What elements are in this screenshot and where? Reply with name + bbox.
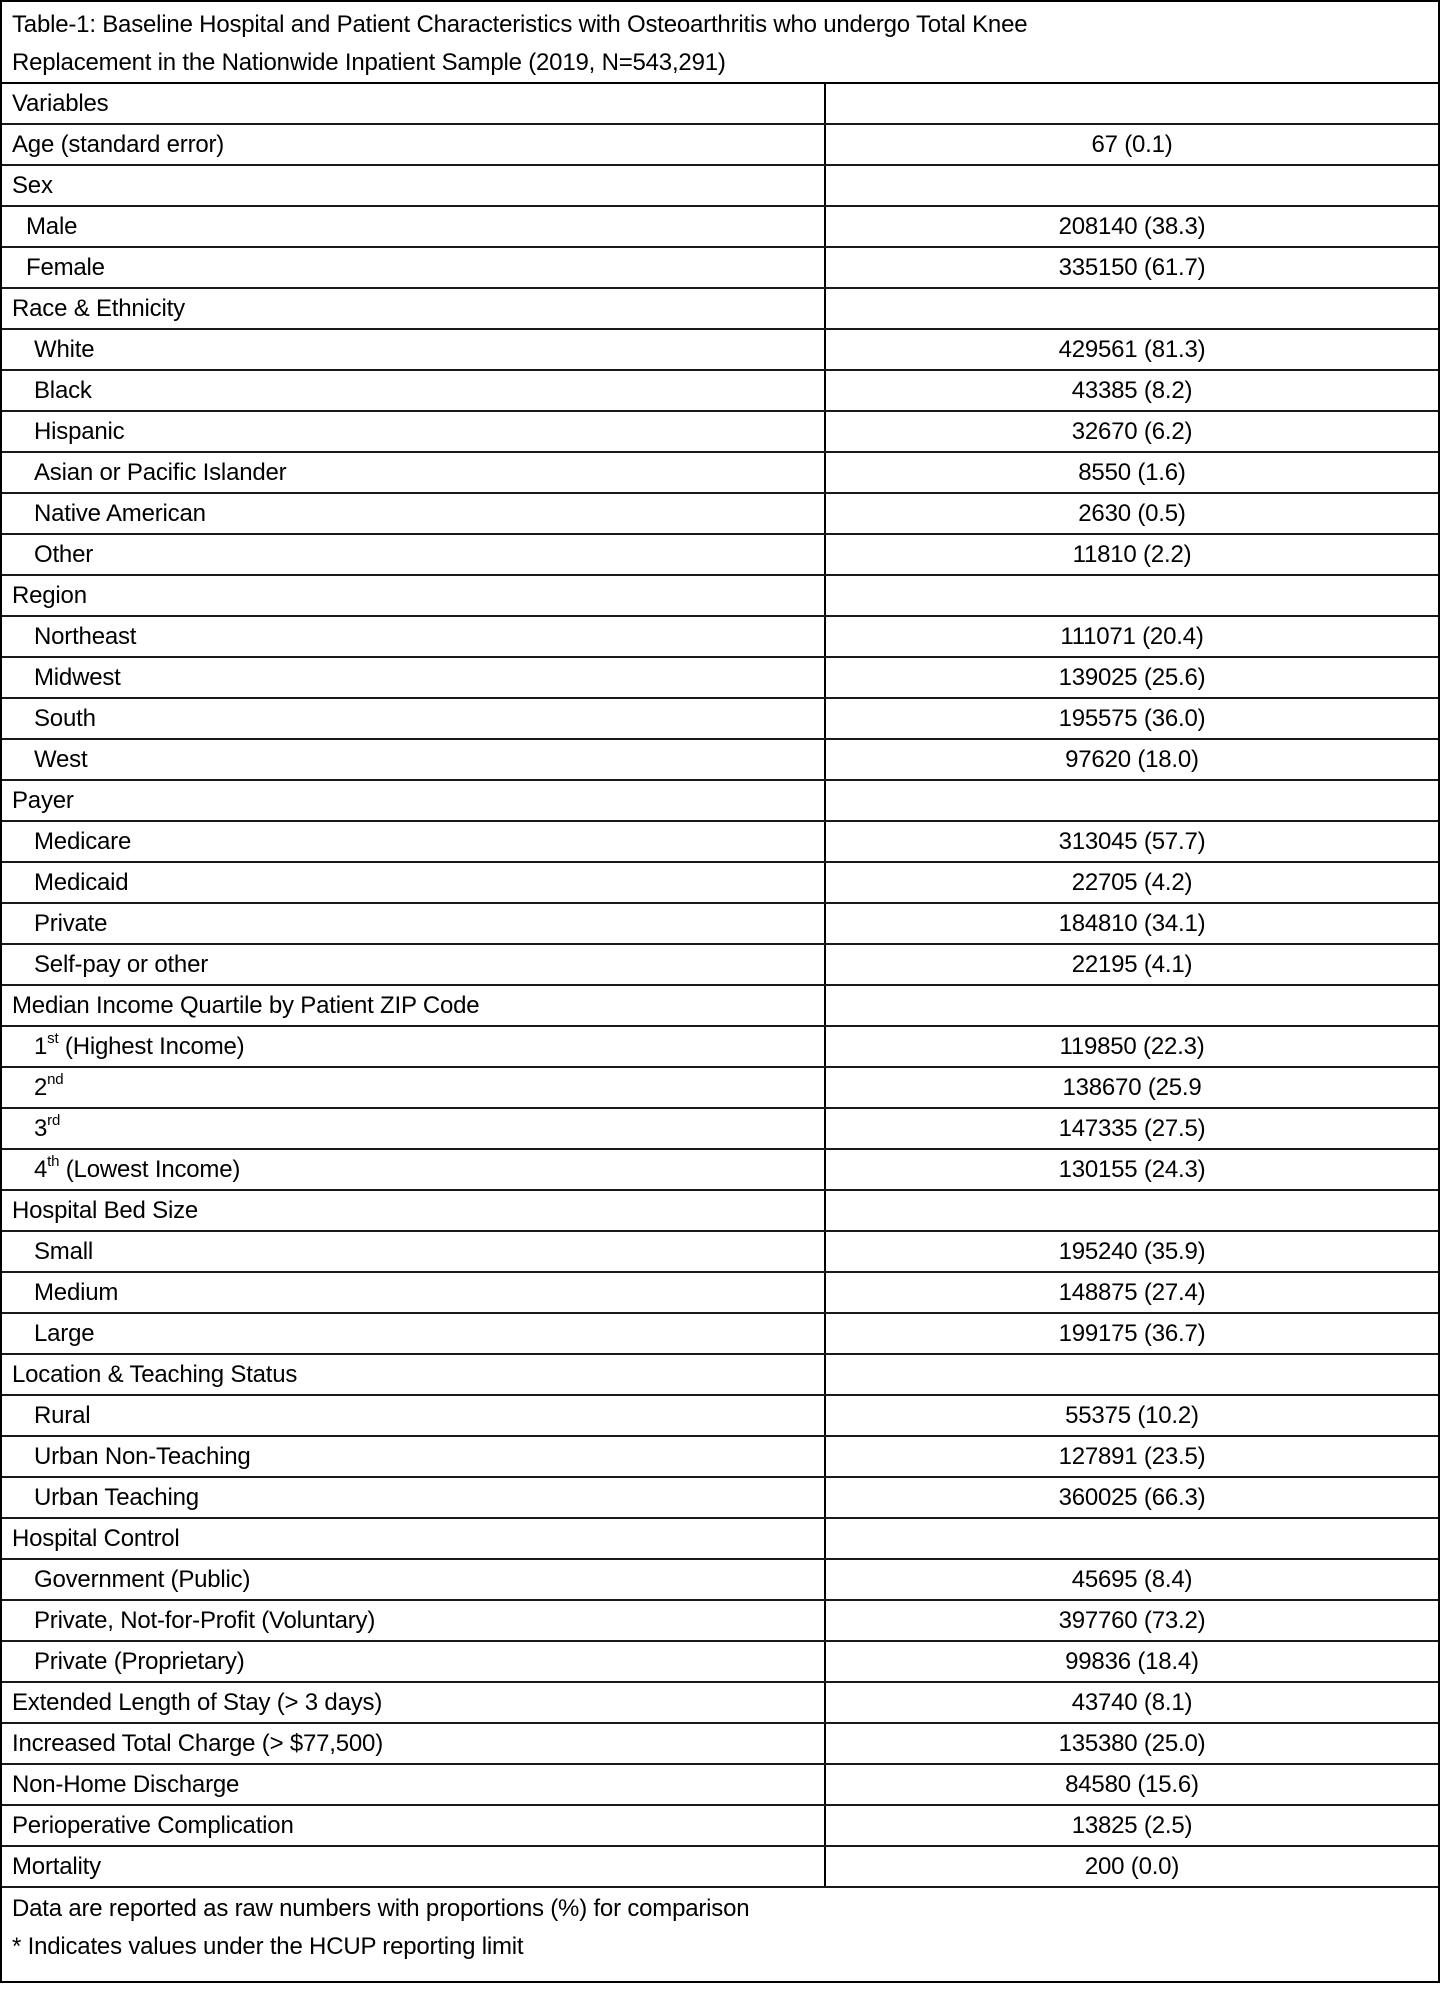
row-label-text: Large xyxy=(34,1320,95,1347)
table-row xyxy=(2,822,1438,863)
footer-note-proportions: Data are reported as raw numbers with proportions (%) for comparison xyxy=(12,1895,750,1922)
row-value xyxy=(826,986,1438,1025)
row-value: 22195 (4.1) xyxy=(1071,951,1193,978)
row-value: 195575 (36.0) xyxy=(1058,705,1206,732)
row-label xyxy=(2,658,826,697)
table-row xyxy=(2,658,1438,699)
row-label xyxy=(2,494,826,533)
row-value: 11810 (2.2) xyxy=(1072,541,1192,568)
row-value: 360025 (66.3) xyxy=(1058,1484,1206,1511)
row-label-text: Urban Teaching xyxy=(34,1484,199,1511)
row-label-text: Self-pay or other xyxy=(34,951,209,978)
row-label-text: Hospital Control xyxy=(12,1525,180,1552)
row-label xyxy=(2,412,826,451)
row-value: 147335 (27.5) xyxy=(1058,1115,1206,1142)
row-label xyxy=(2,781,826,820)
row-value: 45695 (8.4) xyxy=(1071,1566,1193,1593)
row-label xyxy=(2,1765,826,1804)
table-row xyxy=(2,412,1438,453)
row-label xyxy=(2,945,826,984)
table-row xyxy=(2,1478,1438,1519)
row-label xyxy=(2,1273,826,1312)
table-row xyxy=(2,945,1438,986)
row-value: 8550 (1.6) xyxy=(1078,459,1186,486)
row-value: 32670 (6.2) xyxy=(1071,418,1193,445)
row-label xyxy=(2,617,826,656)
row-value: 200 (0.0) xyxy=(1084,1853,1180,1880)
row-label-text: Private (Proprietary) xyxy=(34,1648,245,1675)
row-label-text: Payer xyxy=(12,787,74,814)
row-label xyxy=(2,371,826,410)
row-label xyxy=(2,453,826,492)
row-label xyxy=(2,1601,826,1640)
row-label xyxy=(2,1437,826,1476)
table-row xyxy=(2,1806,1438,1847)
row-label xyxy=(2,1806,826,1845)
row-value: 22705 (4.2) xyxy=(1071,869,1193,896)
row-label-text: Other xyxy=(34,541,94,568)
row-label-text: Hospital Bed Size xyxy=(12,1197,199,1224)
row-value: 313045 (57.7) xyxy=(1058,828,1206,855)
row-label xyxy=(2,1642,826,1681)
row-value: 195240 (35.9) xyxy=(1058,1238,1206,1265)
row-label-text: Private, Not-for-Profit (Voluntary) xyxy=(34,1607,376,1634)
row-label xyxy=(2,1109,826,1148)
row-label-text: Race & Ethnicity xyxy=(12,295,185,322)
row-label xyxy=(2,1396,826,1435)
row-label xyxy=(2,207,826,246)
row-value: 199175 (36.7) xyxy=(1058,1320,1206,1347)
table-header-row xyxy=(2,84,1438,125)
row-label xyxy=(2,1724,826,1763)
row-label-text: Private xyxy=(34,910,108,937)
table-title-line-2: Replacement in the Nationwide Inpatient Sample (2019, N=543,291) xyxy=(12,49,726,76)
table-row xyxy=(2,125,1438,166)
row-label-text: Sex xyxy=(12,172,53,199)
row-value: 97620 (18.0) xyxy=(1065,746,1199,773)
row-label-text: South xyxy=(34,705,96,732)
row-label xyxy=(2,1560,826,1599)
row-value: 429561 (81.3) xyxy=(1058,336,1206,363)
row-label-text: Median Income Quartile by Patient ZIP Code xyxy=(12,992,480,1019)
table-row xyxy=(2,1314,1438,1355)
table-row xyxy=(2,1068,1438,1109)
row-value: 43385 (8.2) xyxy=(1071,377,1193,404)
row-label-text: West xyxy=(34,746,88,773)
row-label-text: White xyxy=(34,336,95,363)
table-row xyxy=(2,1232,1438,1273)
table-row xyxy=(2,535,1438,576)
row-value: 138670 (25.9 xyxy=(1062,1074,1202,1101)
row-label-text: Female xyxy=(26,254,105,281)
table-row xyxy=(2,617,1438,658)
ordinal-suffix: th xyxy=(47,1153,60,1170)
table-row xyxy=(2,1765,1438,1806)
row-label-text: Medicare xyxy=(34,828,132,855)
row-label xyxy=(2,289,826,328)
row-label-text: 2 xyxy=(34,1074,48,1101)
row-label xyxy=(2,1150,826,1189)
row-label-text: Black xyxy=(34,377,92,404)
row-value: 139025 (25.6) xyxy=(1058,664,1206,691)
table-row xyxy=(2,1847,1438,1888)
row-label-text: Small xyxy=(34,1238,94,1265)
row-label-text: Medium xyxy=(34,1279,119,1306)
row-label xyxy=(2,535,826,574)
table-body xyxy=(2,125,1438,1888)
row-value: 397760 (73.2) xyxy=(1058,1607,1206,1634)
row-label-text: Age (standard error) xyxy=(12,131,225,158)
row-value xyxy=(826,1519,1438,1558)
row-label xyxy=(2,1683,826,1722)
row-label-text: Hispanic xyxy=(34,418,125,445)
table-row xyxy=(2,1560,1438,1601)
row-label-text: Midwest xyxy=(34,664,121,691)
row-label xyxy=(2,1232,826,1271)
table-row xyxy=(2,453,1438,494)
row-label xyxy=(2,125,826,164)
row-label-text: Extended Length of Stay (> 3 days) xyxy=(12,1689,383,1716)
row-value xyxy=(826,1191,1438,1230)
table-row xyxy=(2,1150,1438,1191)
row-label xyxy=(2,1027,826,1066)
row-value xyxy=(826,576,1438,615)
row-value: 99836 (18.4) xyxy=(1065,1648,1199,1675)
row-value xyxy=(826,1355,1438,1394)
footer-note-hcup: * Indicates values under the HCUP reporting limit xyxy=(12,1933,524,1960)
ordinal-suffix: st xyxy=(47,1030,59,1047)
row-label-text: Native American xyxy=(34,500,206,527)
header-variables: Variables xyxy=(2,84,826,123)
row-label xyxy=(2,740,826,779)
row-value: 127891 (23.5) xyxy=(1058,1443,1206,1470)
row-label-text: 3 xyxy=(34,1115,48,1142)
table-row xyxy=(2,699,1438,740)
table-section-row xyxy=(2,576,1438,617)
table-section-row xyxy=(2,1355,1438,1396)
table-row xyxy=(2,1437,1438,1478)
row-value: 55375 (10.2) xyxy=(1065,1402,1199,1429)
row-label-suffix: (Lowest Income) xyxy=(59,1156,241,1183)
row-label xyxy=(2,1355,826,1394)
table-title xyxy=(2,2,1438,84)
row-label xyxy=(2,863,826,902)
row-label xyxy=(2,1068,826,1107)
row-label-text: Mortality xyxy=(12,1853,101,1880)
row-label-text: Increased Total Charge (> $77,500) xyxy=(12,1730,384,1757)
row-value: 111071 (20.4) xyxy=(1060,623,1204,650)
row-label xyxy=(2,248,826,287)
row-label xyxy=(2,1519,826,1558)
row-value xyxy=(826,289,1438,328)
table-row xyxy=(2,1109,1438,1150)
row-value xyxy=(826,781,1438,820)
row-label xyxy=(2,576,826,615)
row-label xyxy=(2,330,826,369)
row-label xyxy=(2,1314,826,1353)
row-value: 43740 (8.1) xyxy=(1071,1689,1193,1716)
row-label-text: Northeast xyxy=(34,623,137,650)
row-label-text: Asian or Pacific Islander xyxy=(34,459,287,486)
row-value: 148875 (27.4) xyxy=(1058,1279,1206,1306)
table-row xyxy=(2,1642,1438,1683)
table-row xyxy=(2,1601,1438,1642)
row-value: 135380 (25.0) xyxy=(1058,1730,1206,1757)
row-label xyxy=(2,699,826,738)
row-label-text: Rural xyxy=(34,1402,91,1429)
row-label xyxy=(2,1478,826,1517)
row-label-text: Non-Home Discharge xyxy=(12,1771,240,1798)
row-label-text: Government (Public) xyxy=(34,1566,251,1593)
row-label-text: 4 xyxy=(34,1156,48,1183)
row-value: 208140 (38.3) xyxy=(1058,213,1206,240)
table-row xyxy=(2,494,1438,535)
row-value xyxy=(826,166,1438,205)
table-title-line-1: Table-1: Baseline Hospital and Patient Characteristics with Osteoarthritis who undergo Total Knee xyxy=(12,11,1028,38)
table-row xyxy=(2,1683,1438,1724)
row-label-text: Male xyxy=(26,213,78,240)
table-section-row xyxy=(2,781,1438,822)
row-label xyxy=(2,1847,826,1886)
row-label-text: Urban Non-Teaching xyxy=(34,1443,251,1470)
row-label-text: Region xyxy=(12,582,87,609)
row-value: 67 (0.1) xyxy=(1091,131,1173,158)
row-label-text: Medicaid xyxy=(34,869,129,896)
row-value: 130155 (24.3) xyxy=(1058,1156,1206,1183)
table-row xyxy=(2,740,1438,781)
ordinal-suffix: rd xyxy=(47,1112,61,1129)
table-row xyxy=(2,1396,1438,1437)
row-value: 13825 (2.5) xyxy=(1071,1812,1193,1839)
row-value: 84580 (15.6) xyxy=(1065,1771,1199,1798)
table-row xyxy=(2,904,1438,945)
row-label-text: 1 xyxy=(34,1033,48,1060)
row-label xyxy=(2,1191,826,1230)
row-label-text: Perioperative Complication xyxy=(12,1812,294,1839)
row-label-text: Location & Teaching Status xyxy=(12,1361,298,1388)
table-section-row xyxy=(2,289,1438,330)
table-row xyxy=(2,248,1438,289)
table-section-row xyxy=(2,1519,1438,1560)
table-row xyxy=(2,330,1438,371)
table-row xyxy=(2,371,1438,412)
row-value: 184810 (34.1) xyxy=(1058,910,1206,937)
table-row xyxy=(2,1027,1438,1068)
row-label xyxy=(2,822,826,861)
header-values xyxy=(826,84,1438,123)
ordinal-suffix: nd xyxy=(47,1071,64,1088)
table-section-row xyxy=(2,166,1438,207)
table-section-row xyxy=(2,986,1438,1027)
row-label xyxy=(2,986,826,1025)
table-row xyxy=(2,1273,1438,1314)
row-label xyxy=(2,166,826,205)
table-footer xyxy=(2,1888,1438,1994)
table-section-row xyxy=(2,1191,1438,1232)
table-row xyxy=(2,863,1438,904)
row-label-suffix: (Highest Income) xyxy=(58,1033,245,1060)
table-row xyxy=(2,207,1438,248)
row-label xyxy=(2,904,826,943)
row-value: 335150 (61.7) xyxy=(1058,254,1206,281)
row-value: 119850 (22.3) xyxy=(1059,1033,1205,1060)
table-row xyxy=(2,1724,1438,1765)
row-value: 2630 (0.5) xyxy=(1078,500,1186,527)
